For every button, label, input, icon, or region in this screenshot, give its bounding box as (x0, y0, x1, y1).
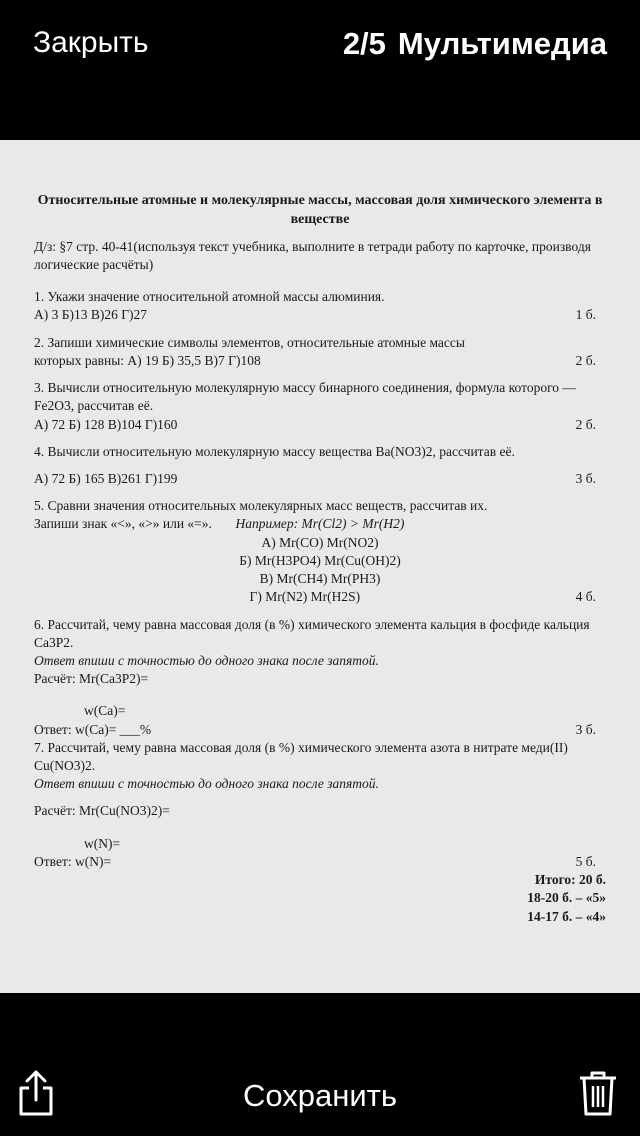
question-2-points: 2 б. (575, 352, 596, 368)
question-5-instruction: Запиши знак «<», «>» или «=». (34, 516, 212, 532)
save-button[interactable]: Сохранить (242, 1078, 398, 1113)
question-1: 1. Укажи значение относительной атомной массы алюминия. (34, 289, 385, 305)
question-4-points: 3 б. (575, 470, 596, 486)
question-6-points: 3 б. (575, 721, 596, 737)
question-5: 5. Сравни значения относительных молекулярных масс веществ, рассчитав их. (34, 498, 488, 514)
question-6-calc: Расчёт: Mr(Ca3P2)= (34, 671, 149, 687)
close-button[interactable]: Закрыть (33, 26, 149, 59)
total-score: Итого: 20 б. (534, 872, 606, 888)
question-2-options: которых равны: А) 19 Б) 35,5 В)7 Г)108 (34, 352, 261, 368)
worksheet (34, 192, 606, 926)
question-7-w: w(N)= (84, 835, 121, 851)
header-title (343, 26, 607, 62)
question-5-example: Например: Mr(Cl2) > Mr(H2) (235, 516, 405, 532)
media-counter: 2/5 (342, 26, 386, 61)
grade-5: 18-20 б. – «5» (527, 890, 606, 906)
question-4-options: А) 72 Б) 165 В)261 Г)199 (34, 470, 178, 486)
question-7-calc: Расчёт: Mr(Cu(NO3)2)= (34, 803, 170, 819)
question-3-points: 2 б. (575, 416, 596, 432)
grade-4: 14-17 б. – «4» (527, 908, 606, 924)
bottom-toolbar (0, 1040, 640, 1136)
question-7-points: 5 б. (575, 853, 596, 869)
homework-text: Д/з: §7 стр. 40-41(используя текст учебника, выполните в тетради работу по карточке, производя логические расчёты) (34, 238, 591, 272)
question-3: 3. Вычисли относительную молекулярную массу бинарного соединения, формула которого — Fe2O3, рассчитав её. (34, 380, 576, 414)
question-5-c: В) Mr(CH4) Mr(PH3) (259, 571, 381, 587)
top-bar (0, 0, 640, 92)
question-4: 4. Вычисли относительную молекулярную массу вещества Ba(NO3)2, рассчитав её. (34, 443, 515, 459)
question-6-answer: Ответ: w(Ca)= ___% (34, 721, 152, 737)
question-7: 7. Рассчитай, чему равна массовая доля (в %) химического элемента азота в нитрате меди(II) Cu(NO3)2. (34, 739, 568, 774)
question-3-options: А) 72 Б) 128 В)104 Г)160 (34, 416, 178, 432)
question-2: 2. Запиши химические символы элементов, относительные атомные массы (34, 334, 465, 350)
question-5-b: Б) Mr(H3PO4) Mr(Cu(OH)2) (239, 552, 401, 568)
question-6: 6. Рассчитай, чему равна массовая доля (в %) химического элемента кальция в фосфиде кальция Ca3P2. (34, 616, 590, 650)
media-title: Мультимедиа (397, 26, 607, 61)
question-6-hint: Ответ впиши с точностью до одного знака после запятой. (34, 652, 379, 668)
trash-icon[interactable] (578, 1070, 618, 1116)
worksheet-heading: Относительные атомные и молекулярные массы, массовая доля химического элемента в веществе (37, 193, 603, 227)
question-5-a: А) Mr(CO) Mr(NO2) (261, 534, 379, 550)
question-7-answer: Ответ: w(N)= (34, 853, 112, 869)
question-1-options: А) 3 Б)13 В)26 Г)27 (34, 307, 148, 323)
photo-viewer[interactable] (0, 140, 640, 993)
question-6-w: w(Ca)= (84, 703, 126, 719)
question-5-d: Г) Mr(N2) Mr(H2S) (249, 589, 361, 605)
question-5-points: 4 б. (575, 589, 596, 605)
question-1-points: 1 б. (575, 307, 596, 323)
question-7-hint: Ответ впиши с точностью до одного знака после запятой. (34, 776, 379, 792)
